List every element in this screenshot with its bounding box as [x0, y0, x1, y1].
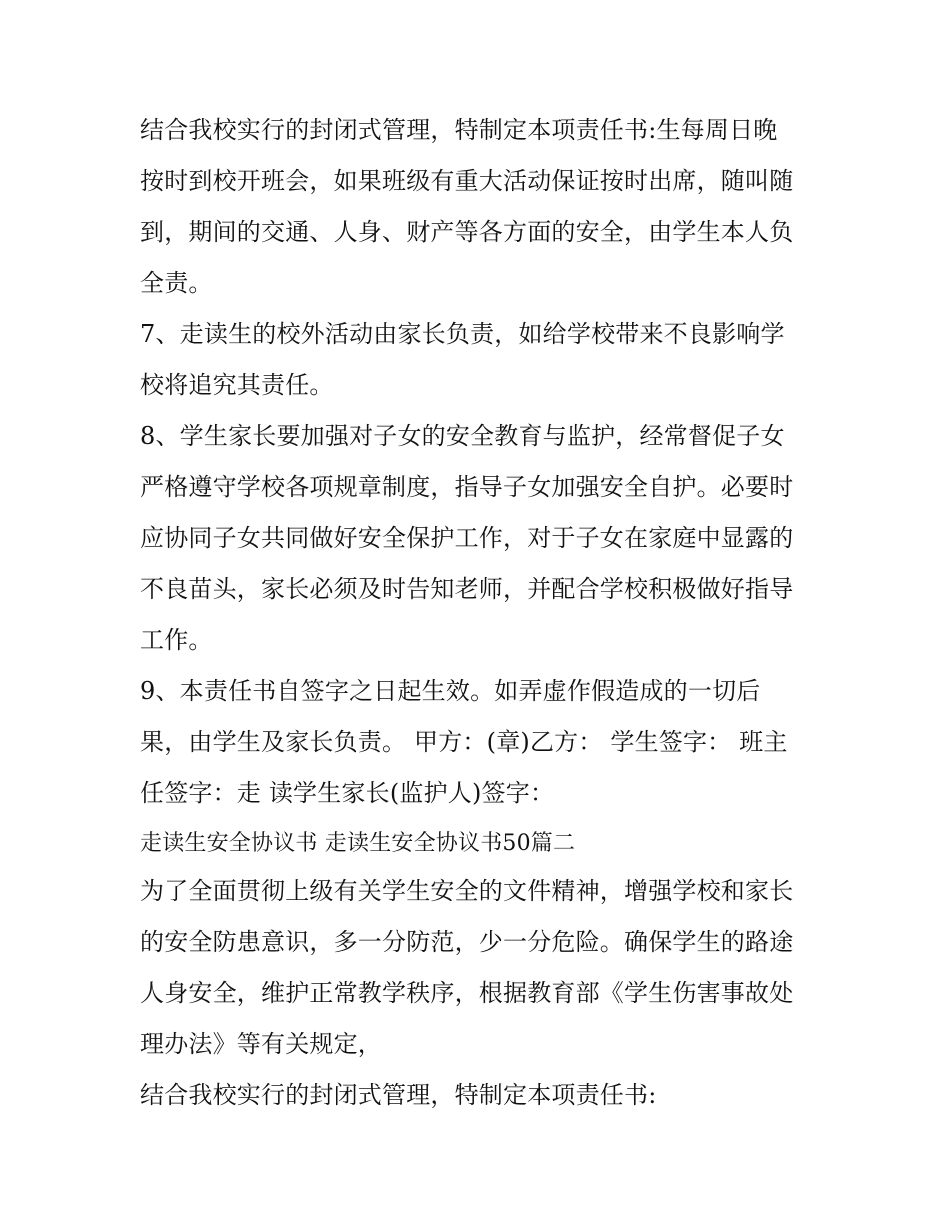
- text-line: 9、本责任书自签字之日起生效。如弄虚作假造成的一切后: [140, 677, 761, 705]
- text-line: 理办法》等有关规定，: [140, 1030, 382, 1058]
- text-line: 果，由学生及家长负责。 甲方：(章)乙方： 学生签字： 班主: [140, 728, 788, 756]
- text-line: 按时到校开班会，如果班级有重大活动保证按时出席，随叫随: [140, 167, 794, 195]
- section-heading: 走读生安全协议书 走读生安全协议书50篇二: [140, 831, 576, 856]
- text-line: 到，期间的交通、人身、财产等各方面的安全，由学生本人负: [140, 218, 794, 246]
- text-line: 为了全面贯彻上级有关学生安全的文件精神，增强学校和家长: [140, 877, 794, 905]
- text-line: 8、学生家长要加强对子女的安全教育与监护，经常督促子女: [140, 422, 785, 450]
- text-line: 应协同子女共同做好安全保护工作，对于子女在家庭中显露的: [140, 524, 794, 552]
- text-line: 全责。: [140, 269, 213, 297]
- text-line: 人身安全，维护正常教学秩序，根据教育部《学生伤害事故处: [140, 979, 794, 1007]
- text-line: 的安全防患意识，多一分防范，少一分危险。确保学生的路途: [140, 928, 794, 956]
- text-line: 不良苗头，家长必须及时告知老师，并配合学校积极做好指导: [140, 575, 794, 603]
- text-line: 工作。: [140, 626, 213, 654]
- text-line: 校将追究其责任。: [140, 371, 334, 399]
- text-line: 严格遵守学校各项规章制度，指导子女加强安全自护。必要时: [140, 473, 794, 501]
- text-line: 7、走读生的校外活动由家长负责，如给学校带来不良影响学: [140, 320, 785, 348]
- text-line: 任签字：走 读学生家长(监护人)签字：: [140, 779, 555, 807]
- text-line: 结合我校实行的封闭式管理，特制定本项责任书:: [140, 1081, 657, 1109]
- text-line: 结合我校实行的封闭式管理，特制定本项责任书:生每周日晚: [140, 116, 778, 144]
